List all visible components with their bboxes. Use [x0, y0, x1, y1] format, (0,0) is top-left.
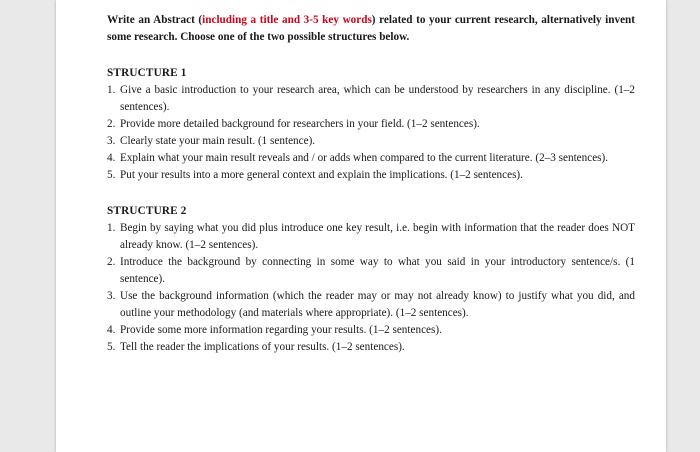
list-item: 2. Introduce the background by connecting in some way to what you said in your introductory sentence/s. (1 sentence).: [107, 256, 635, 285]
structure-2-list: [107, 220, 635, 356]
list-item: 2. Provide more detailed background for researchers in your field. (1–2 sentences).: [107, 118, 480, 130]
highlighted-requirement: including a title and 3-5 key words: [202, 14, 372, 26]
list-item: 1. Begin by saying what you did plus introduce one key result, i.e. begin with information that the reader does NOT already know. (1–2 sentences).: [107, 222, 635, 251]
structure-1-section: [107, 65, 635, 184]
list-item: 3. Use the background information (which the reader may or may not already know) to justify what you did, and outline your methodology (and materials where appropriate). (1–2 sentences).: [107, 290, 635, 319]
structure-2-section: [107, 203, 635, 356]
list-item: 5. Tell the reader the implications of your results. (1–2 sentences).: [107, 341, 405, 353]
list-item: 5. Put your results into a more general context and explain the implications. (1–2 sentences).: [107, 169, 523, 181]
assignment-instructions: Write an Abstract (including a title and 3-5 key words) related to your current research, alternatively invent some research. Choose one of the two possible structures below.: [107, 14, 635, 43]
structure-2-heading: STRUCTURE 2: [107, 205, 187, 217]
structure-1-list: [107, 82, 635, 184]
list-item: 4. Provide some more information regarding your results. (1–2 sentences).: [107, 324, 442, 336]
document-page: [56, 0, 666, 452]
list-item: 4. Explain what your main result reveals and / or adds when compared to the current literature. (2–3 sentences).: [107, 152, 609, 164]
document-content: [107, 12, 635, 356]
structure-1-heading: STRUCTURE 1: [107, 67, 187, 79]
list-item: 1. Give a basic introduction to your research area, which can be understood by researchers in any discipline. (1–2 sentences).: [107, 84, 635, 113]
list-item: 3. Clearly state your main result. (1 sentence).: [107, 135, 316, 147]
